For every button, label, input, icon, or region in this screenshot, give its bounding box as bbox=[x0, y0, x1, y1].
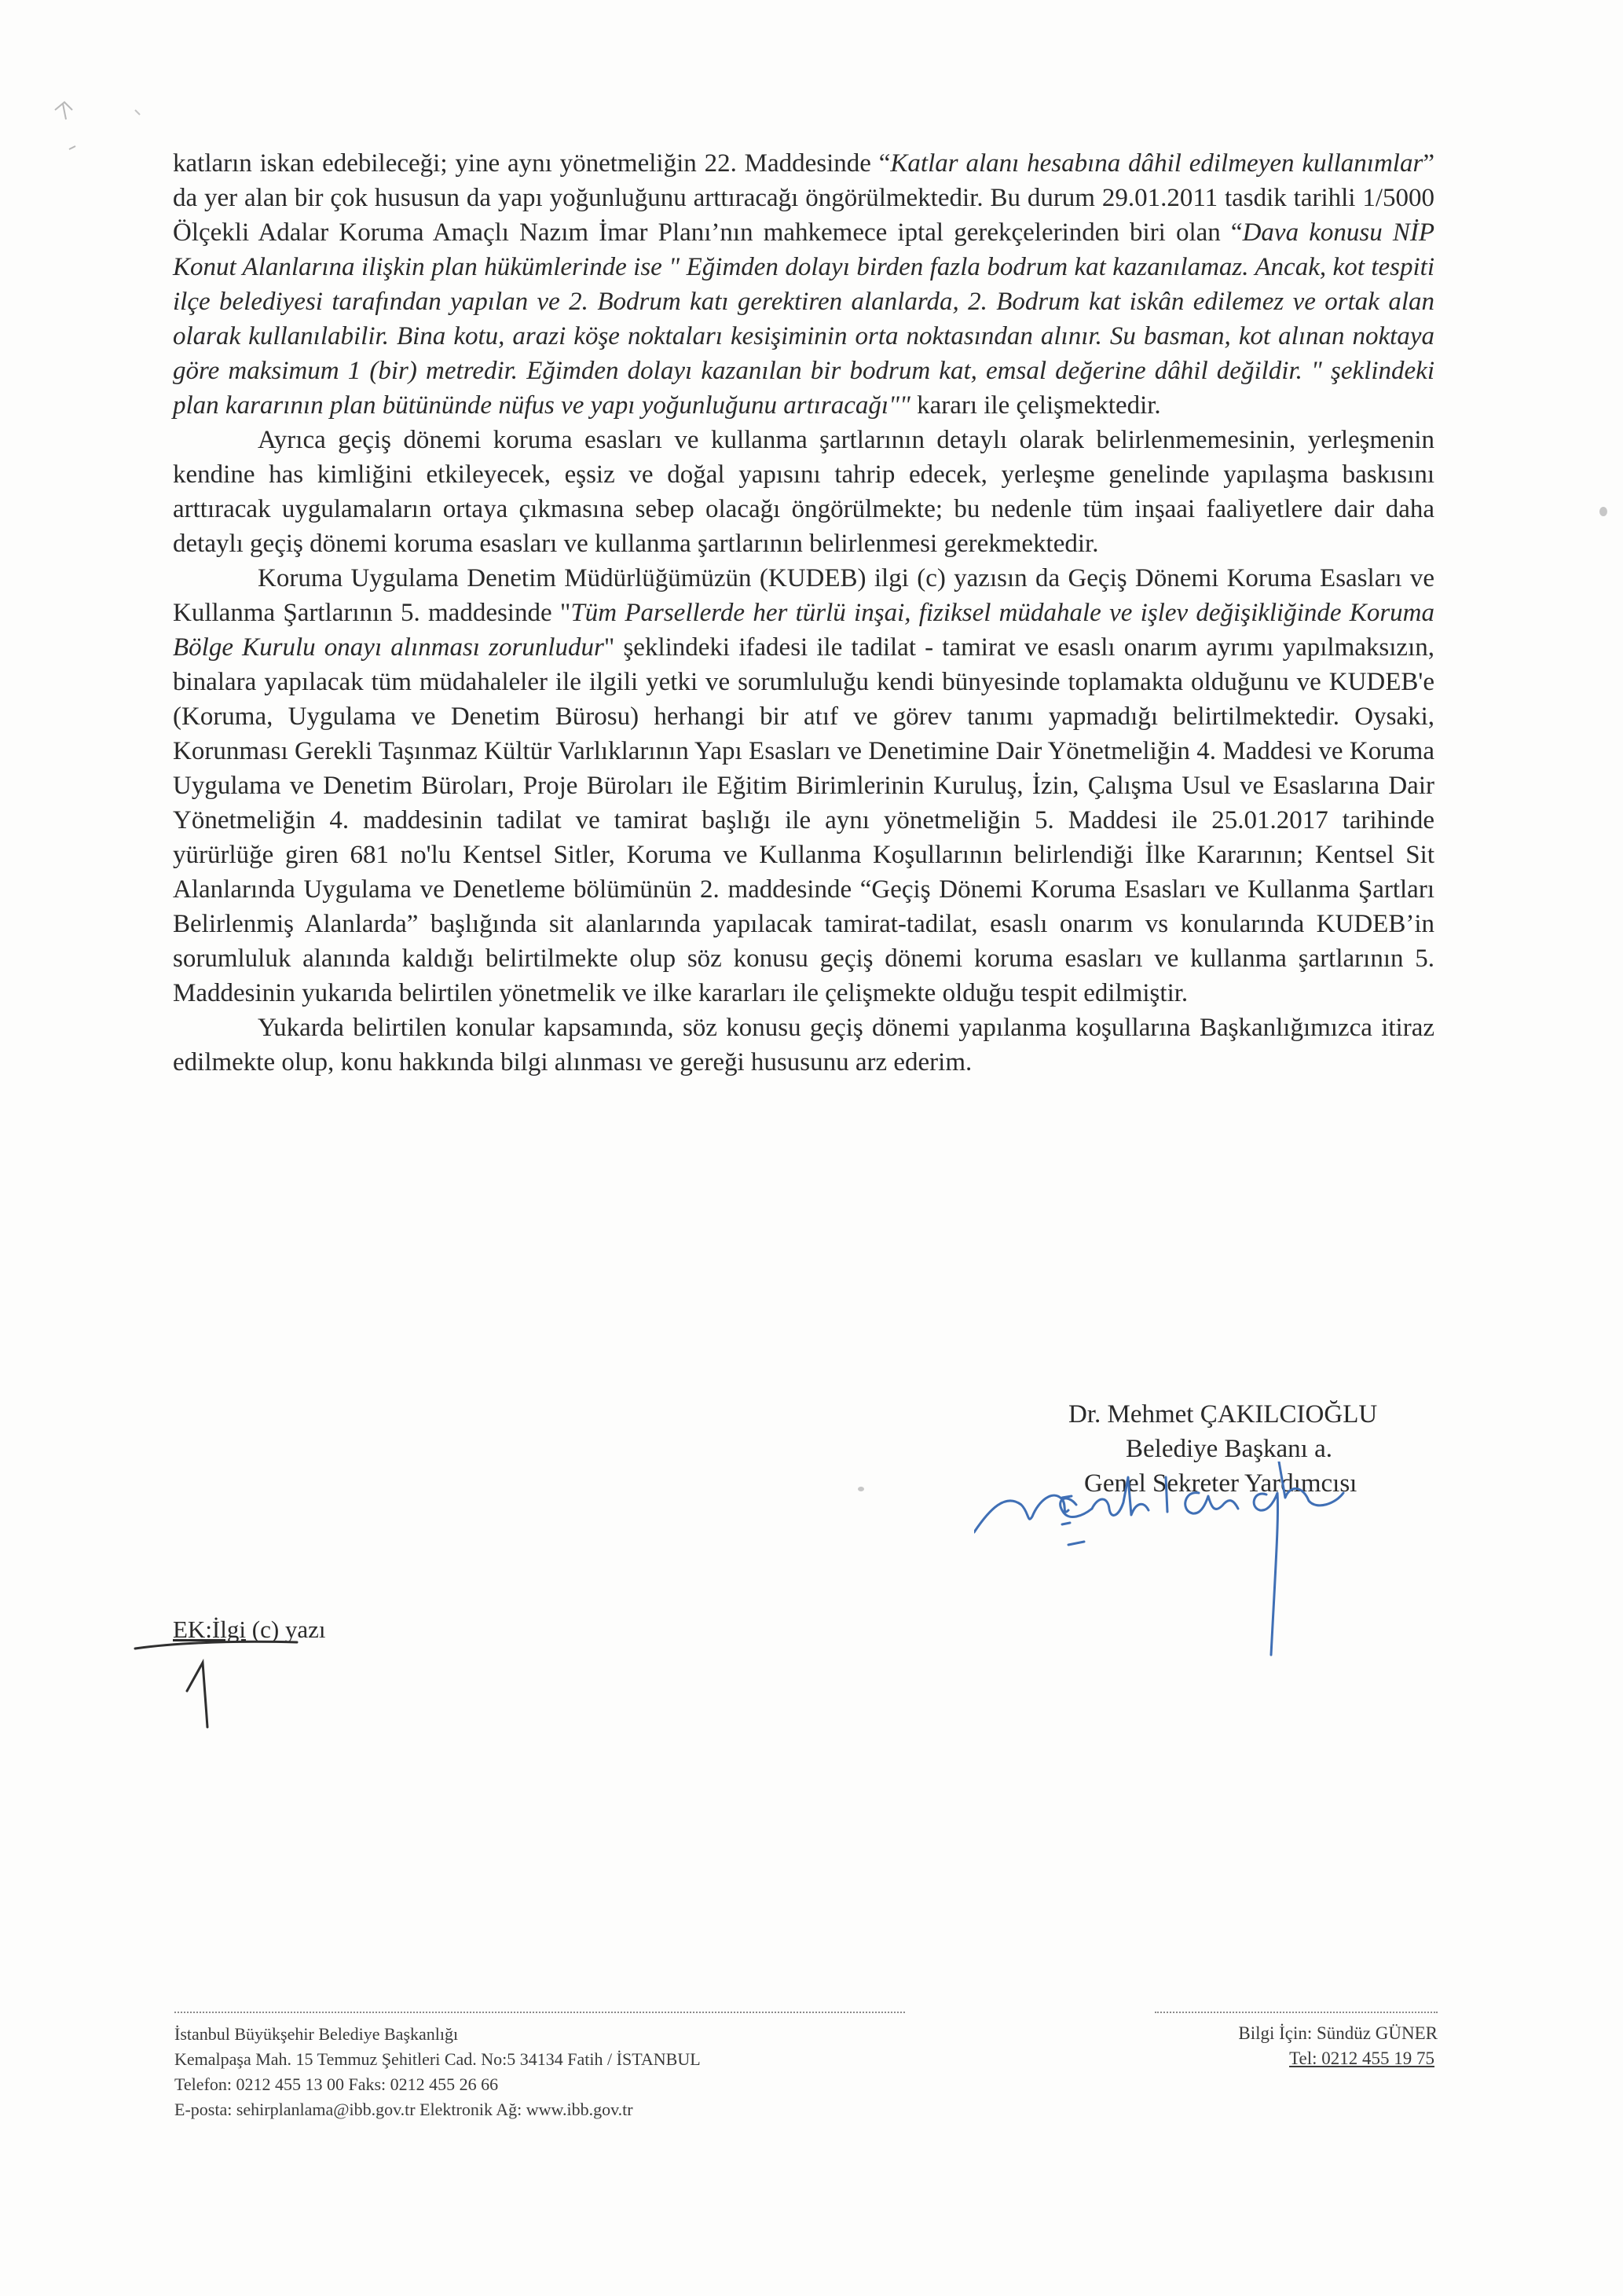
footer-contact-info bbox=[174, 2022, 701, 2122]
quoted-italic-text: Katlar alanı hesabına dâhil edilmeyen kullanımlar bbox=[890, 149, 1423, 178]
quoted-italic-text: Dava konusu NİP Konut Alanlarına ilişkin plan hükümlerinde ise " Eğimden dolayı birden fazla bodrum kat kazanılamaz. Ancak, kot tespiti ilçe belediyesi tarafından yapılan ve 2. Bodrum katı gerektiren alanlarda, 2. Bodrum kat iskân edilemez ve ortak alan olarak kullanılabilir. Bina kotu, arazi köşe noktaları kesişiminin orta noktasından alınır. Su basman, kot alınan noktaya göre maksimum 1 (bir) metredir. Eğimden dolayı kazanılan bir bodrum kat, emsal değerine dâhil değildir. " şeklindeki plan kararının plan bütününde nüfus ve yapı yoğunluğunu artıracağı"" bbox=[173, 218, 1434, 420]
footer-phone-fax: Telefon: 0212 455 13 00 Faks: 0212 455 26 66 bbox=[174, 2074, 499, 2094]
annex-label: EK:İlgi bbox=[173, 1616, 246, 1643]
paragraph-text: Koruma Uygulama Denetim Müdürlüğümüzün (KUDEB) ilgi (c) yazısın da Geçiş Dönemi Koruma Esasları ve Kullanma Şartlarının 5. maddesinde " bbox=[173, 564, 1434, 627]
paragraph-text: " şeklindeki ifadesi ile tadilat - tamirat ve esaslı onarım ayrımı yapılmaksızın, binalara yapılacak tüm müdahaleler ile ilgili yetki ve sorumluluğu kendi bünyesinde toplamakta olduğunu ve KUDEB'e (Koruma, Uygulama ve Denetim Bürosu) herhangi bir atıf ve görev tanımı yapmadığı belirtilmektedir. Oysaki, Korunması Gerekli Taşınmaz Kültür Varlıklarının Yapı Esasları ve Denetimine Dair Yönetmeliğin 4. Maddesi ve Koruma Uygulama ve Denetim Büroları, Proje Büroları ile Eğitim Birimlerinin Kuruluş, İzin, Çalışma Usul ve Esaslarına Dair Yönetmeliğin 4. maddesinin tadilat ve tamirat başlığı ile aynı yönetmeliğin 5. Maddesi ile 25.01.2017 tarihinde yürürlüğe giren 681 no'lu Kentsel Sitler, Koruma ve Kullanma Koşullarının belirlendiği İlke Kararının; Kentsel Sit Alanlarında Uygulama ve Denetleme bölümünün 2. maddesinde “Geçiş Dönemi Koruma Esasları ve Kullanma Şartları Belirlenmiş Alanlarda” başlığında sit alanlarında yapılacak tamirat-tadilat, esaslı onarım vs konularında KUDEB’in sorumluluk alanında kaldığı belirtilmekte olup söz konusu geçiş dönemi koruma esasları ve kullanma şartlarının 5. Maddesinin yukarıda belirtilen yönetmelik ve ilke kararları ile çelişmekte olduğu tespit edilmiştir. bbox=[173, 633, 1434, 1007]
footer-divider-left bbox=[174, 2012, 905, 2013]
signatory-name: Dr. Mehmet ÇAKILCIOĞLU bbox=[1068, 1400, 1378, 1429]
footer-info-contact bbox=[1178, 2021, 1438, 2071]
handwritten-signature bbox=[974, 1462, 1477, 1666]
annex-text: (c) yazı bbox=[246, 1616, 326, 1643]
signatory-role: Genel Sekreter Yardımcısı bbox=[1084, 1469, 1357, 1498]
footer-info-person: Bilgi İçin: Sündüz GÜNER bbox=[1238, 2023, 1438, 2043]
body-paragraph bbox=[173, 423, 1434, 561]
body-paragraph bbox=[173, 1010, 1434, 1080]
body-paragraph bbox=[173, 561, 1434, 1010]
quoted-italic-text: Tüm Parsellerde her türlü inşai, fiziksel müdahale ve işlev değişikliğinde Koruma Bölge Kurulu onayı alınması zorunludur bbox=[173, 599, 1434, 662]
footer-divider-right bbox=[1155, 2012, 1438, 2013]
footer-email-web: E-posta: sehirplanlama@ibb.gov.tr Elektronik Ağ: www.ibb.gov.tr bbox=[174, 2100, 633, 2119]
paragraph-text: Yukarda belirtilen konular kapsamında, söz konusu geçiş dönemi yapılanma koşullarına Başkanlığımızca itiraz edilmekte olup, konu hakkında bilgi alınması ve gereği hususunu arz ederim. bbox=[173, 1014, 1434, 1076]
footer-info-phone: Tel: 0212 455 19 75 bbox=[1289, 2048, 1434, 2068]
scan-speck bbox=[858, 1487, 864, 1491]
scan-speck bbox=[1599, 507, 1607, 516]
signatory-title: Belediye Başkanı a. bbox=[1126, 1435, 1333, 1463]
paragraph-text: Ayrıca geçiş dönemi koruma esasları ve kullanma şartlarının detaylı olarak belirlenmemesinin, yerleşmenin kendine has kimliğini etkileyecek, eşsiz ve doğal yapısını tahrip edecek, yerleşme genelinde yapılaşma baskısını arttıracak uygulamaların ortaya çıkmasına sebep olacağı öngörülmekte; bu nedenle tüm inşaai faaliyetlere dair daha detaylı geçiş dönemi koruma esasları ve kullanma şartlarının belirlenmesi gerekmektedir. bbox=[173, 426, 1434, 558]
letter-body bbox=[173, 146, 1434, 1080]
body-paragraph bbox=[173, 146, 1434, 423]
footer-address: Kemalpaşa Mah. 15 Temmuz Şehitleri Cad. No:5 34134 Fatih / İSTANBUL bbox=[174, 2049, 701, 2069]
handwritten-annex-mark bbox=[118, 1603, 306, 1737]
scan-artifact-mark bbox=[47, 86, 157, 165]
footer-org-name: İstanbul Büyükşehir Belediye Başkanlığı bbox=[174, 2024, 459, 2044]
paragraph-text: ” da yer alan bir çok hususun da yapı yoğunluğunu arttıracağı öngörülmektedir. Bu durum 29.01.2011 tasdik tarihli 1/5000 Ölçekli Adalar Koruma Amaçlı Nazım İmar Planı’nın mahkemece iptal gerekçelerinden biri olan “ bbox=[173, 149, 1434, 247]
paragraph-text: kararı ile çelişmektedir. bbox=[910, 391, 1161, 420]
paragraph-text: katların iskan edebileceği; yine aynı yönetmeliğin 22. Maddesinde “ bbox=[173, 149, 891, 178]
